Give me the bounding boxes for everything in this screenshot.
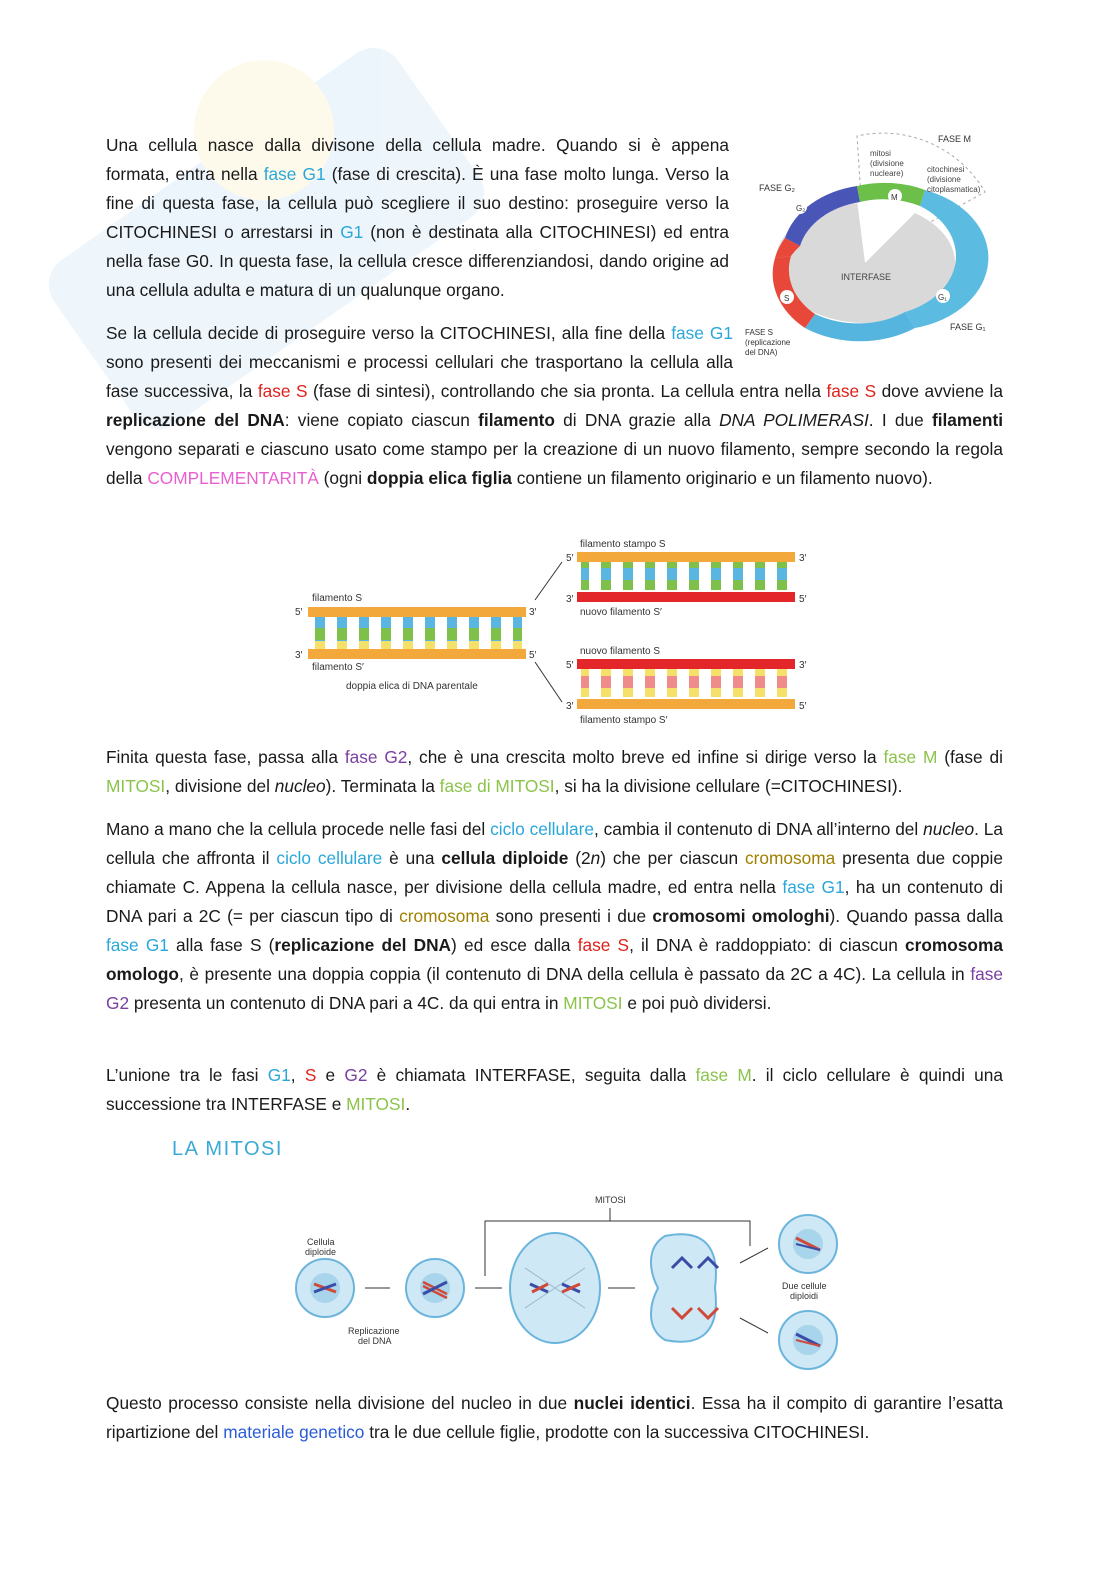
svg-text:doppia elica di DNA parentale: doppia elica di DNA parentale xyxy=(346,681,478,692)
svg-text:citoplasmatica): citoplasmatica) xyxy=(927,185,981,194)
paragraph-5: L’unione tra le fasi G1, S e G2 è chiamata INTERFASE, seguita dalla fase M. il ciclo cellulare è quindi una successione tra INTERFASE e MITOSI. xyxy=(106,1065,1003,1114)
section-heading: LA MITOSI xyxy=(172,1138,283,1160)
svg-text:5′: 5′ xyxy=(529,650,537,661)
svg-text:INTERFASE: INTERFASE xyxy=(841,272,892,282)
svg-text:5′: 5′ xyxy=(799,701,807,712)
svg-text:nuovo filamento S: nuovo filamento S xyxy=(580,646,661,657)
svg-text:diploidi: diploidi xyxy=(790,1291,819,1301)
svg-text:filamento stampo S: filamento stampo S xyxy=(580,539,666,550)
svg-text:G₁: G₁ xyxy=(938,293,947,302)
paragraph-6: Questo processo consiste nella divisione del nucleo in due nuclei identici. Essa ha il compito di garantire l’esatta ripartizione del materiale genetico tra le due cellule figlie, prodotte con la successiva CITOCHINESI. xyxy=(106,1393,1004,1442)
svg-text:(divisione: (divisione xyxy=(870,159,904,168)
mitosis-diagram xyxy=(290,1188,850,1373)
svg-text:3′: 3′ xyxy=(529,607,537,618)
svg-text:5′: 5′ xyxy=(295,607,303,618)
svg-text:G₂: G₂ xyxy=(796,204,806,213)
svg-text:3′: 3′ xyxy=(566,594,574,605)
svg-text:MITOSI: MITOSI xyxy=(595,1195,626,1205)
svg-text:Replicazione: Replicazione xyxy=(348,1326,400,1336)
svg-text:3′: 3′ xyxy=(799,660,807,671)
svg-text:FASE G₁: FASE G₁ xyxy=(950,322,986,332)
svg-text:FASE S: FASE S xyxy=(745,328,774,337)
paragraph-4: Mano a mano che la cellula procede nelle fasi del ciclo cellulare, cambia il contenuto di DNA all’interno del nucleo. La cellula che affronta il ciclo cellulare è una cellula diploide (2n) che per ciascun cromosoma presenta due coppie chiamate C. Appena la cellula nasce, per divisione della cellula madre, ed entra nella fase G1, ha un contenuto di DNA pari a 2C (= per ciascun tipo di cromosoma sono presenti i due cromosomi omologhi). Quando passa dalla fase G1 alla fase S (replicazione del DNA) ed esce dalla fase S, il DNA è raddoppiato: di ciascun cromosoma omologo, è presente una doppia coppia (il contenuto di DNA della cellula è passato da 2C a 4C). La cellula in fase G2 presenta un contenuto di DNA pari a 4C. da qui entra in MITOSI e poi può dividersi. xyxy=(106,819,1003,1013)
paragraph-2-text: Se la cellula decide di proseguire verso la CITOCHINESI, alla fine della fase G1 sono presenti dei meccanismi e processi cellulari che trasportano la cellula alla fase successiva, la fase S (fase di sintesi), controllando che sia pronta. La cellula entra nella fase S dove avviene la replicazione del DNA: viene copiato ciascun filamento di DNA grazie alla DNA POLIMERASI. I due filamenti vengono separati e ciascuno usato come stampo per la creazione di un nuovo filamento, sempre secondo la regola della COMPLEMENTARITÀ (ogni doppia elica figlia contiene un filamento originario e un filamento nuovo). xyxy=(106,323,1003,488)
svg-text:diploide: diploide xyxy=(305,1247,337,1257)
svg-text:filamento stampo S′: filamento stampo S′ xyxy=(580,715,668,726)
svg-text:FASE G₂: FASE G₂ xyxy=(759,183,796,193)
svg-text:5′: 5′ xyxy=(799,594,807,605)
svg-text:filamento S′: filamento S′ xyxy=(312,662,364,673)
svg-text:(replicazione: (replicazione xyxy=(745,338,791,347)
svg-text:citochinesi: citochinesi xyxy=(927,165,965,174)
svg-text:5′: 5′ xyxy=(566,660,574,671)
svg-text:nucleare): nucleare) xyxy=(870,169,904,178)
svg-text:5′: 5′ xyxy=(566,553,574,564)
dna-replication-diagram xyxy=(290,532,820,732)
svg-text:S: S xyxy=(784,294,790,303)
svg-text:M: M xyxy=(891,193,898,202)
svg-text:(divisione: (divisione xyxy=(927,175,961,184)
svg-text:FASE M: FASE M xyxy=(938,134,972,144)
svg-text:mitosi: mitosi xyxy=(870,149,891,158)
svg-text:Due cellule: Due cellule xyxy=(782,1281,827,1291)
svg-text:del DNA: del DNA xyxy=(358,1336,392,1346)
svg-text:3′: 3′ xyxy=(799,553,807,564)
svg-text:del DNA): del DNA) xyxy=(745,348,778,357)
svg-text:3′: 3′ xyxy=(295,650,303,661)
paragraph-3: Finita questa fase, passa alla fase G2, che è una crescita molto breve ed infine si dirige verso la fase M (fase di MITOSI, divisione del nucleo). Terminata la fase di MITOSI, si ha la divisione cellulare (=CITOCHINESI). xyxy=(106,747,1003,796)
svg-text:filamento S: filamento S xyxy=(312,593,363,604)
svg-text:Cellula: Cellula xyxy=(307,1237,335,1247)
svg-text:nuovo filamento S′: nuovo filamento S′ xyxy=(580,607,662,618)
svg-text:3′: 3′ xyxy=(566,701,574,712)
paragraph-1: Una cellula nasce dalla divisone della cellula madre. Quando si è appena formata, entra nella fase G1 (fase di crescita). È una fase molto lunga. Verso la fine di questa fase, la cellula può scegliere il suo destino: proseguire verso la CITOCHINESI o arrestarsi in G1 (non è destinata alla CITOCHINESI) ed entra nella fase G0. In questa fase, la cellula cresce differenziandosi, dando origine ad una cellula adulta e matura di un qualunque organo. xyxy=(106,135,729,300)
